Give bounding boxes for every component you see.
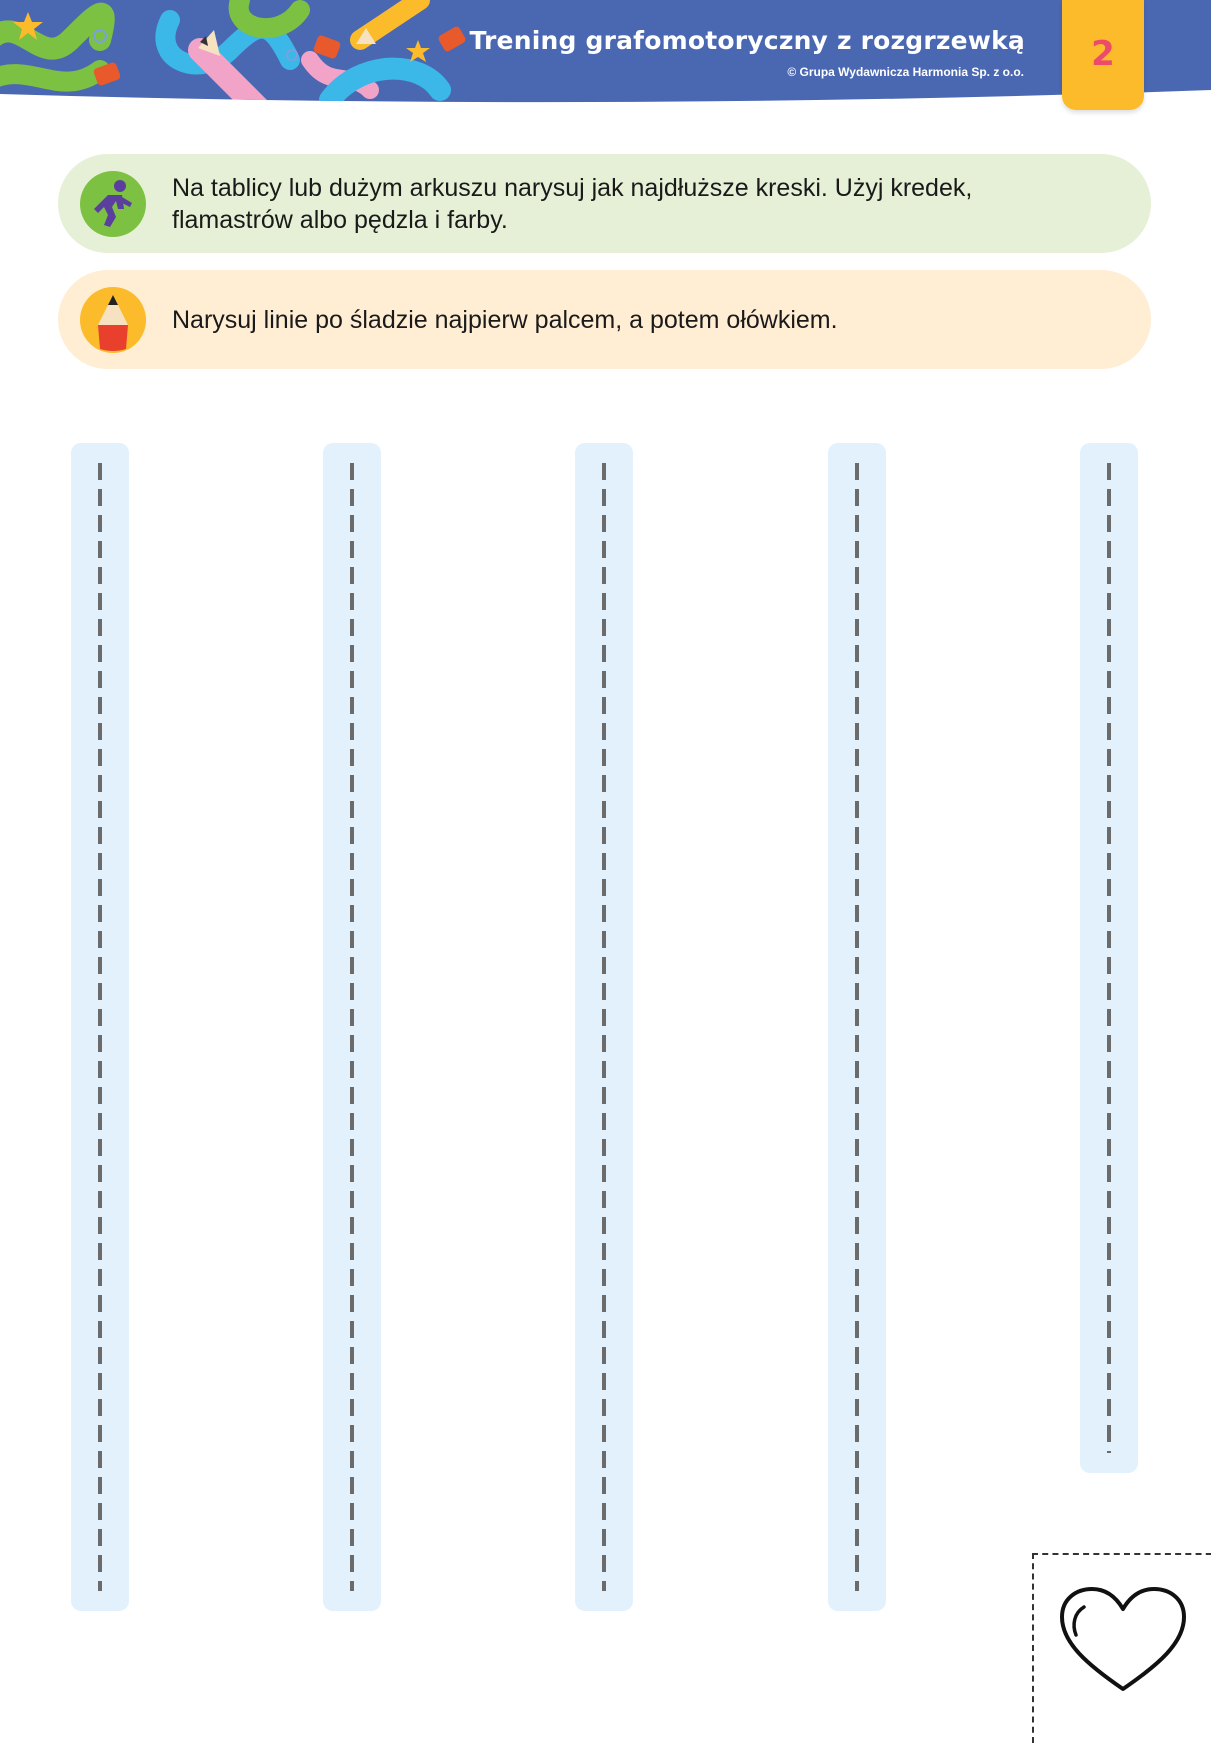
- page-header: [0, 0, 1211, 110]
- worksheet-title: Trening grafomotoryczny z rozgrzewką: [469, 26, 1025, 55]
- header-banner: [0, 0, 1211, 110]
- heart-outline-icon: [1058, 1585, 1188, 1695]
- tracing-column: [71, 443, 129, 1611]
- dashed-tracing-line[interactable]: [1107, 463, 1111, 1453]
- copyright-notice: © Grupa Wydawnicza Harmonia Sp. z o.o.: [787, 65, 1024, 79]
- tracing-column: [828, 443, 886, 1611]
- running-person-icon: [78, 169, 148, 239]
- instruction-text: Narysuj linie po śladzie najpierw palcem, a potem ołówkiem.: [172, 305, 838, 334]
- instruction-box-activity: [58, 154, 1151, 253]
- dashed-tracing-line[interactable]: [602, 463, 606, 1591]
- instruction-text: Na tablicy lub dużym arkuszu narysuj jak najdłuższe kreski. Użyj kredek, flamastrów albo pędzla i farby.: [172, 173, 973, 234]
- heart-badge-corner: [1032, 1553, 1211, 1743]
- tracing-column: [323, 443, 381, 1611]
- tracing-column: [1080, 443, 1138, 1473]
- dashed-tracing-line[interactable]: [350, 463, 354, 1591]
- page-number: 2: [1091, 34, 1115, 74]
- page-number-tab: [1062, 0, 1144, 110]
- tracing-column: [575, 443, 633, 1611]
- dashed-tracing-line[interactable]: [98, 463, 102, 1591]
- pencil-icon: [78, 285, 148, 355]
- instruction-box-tracing: [58, 270, 1151, 369]
- dashed-tracing-line[interactable]: [855, 463, 859, 1591]
